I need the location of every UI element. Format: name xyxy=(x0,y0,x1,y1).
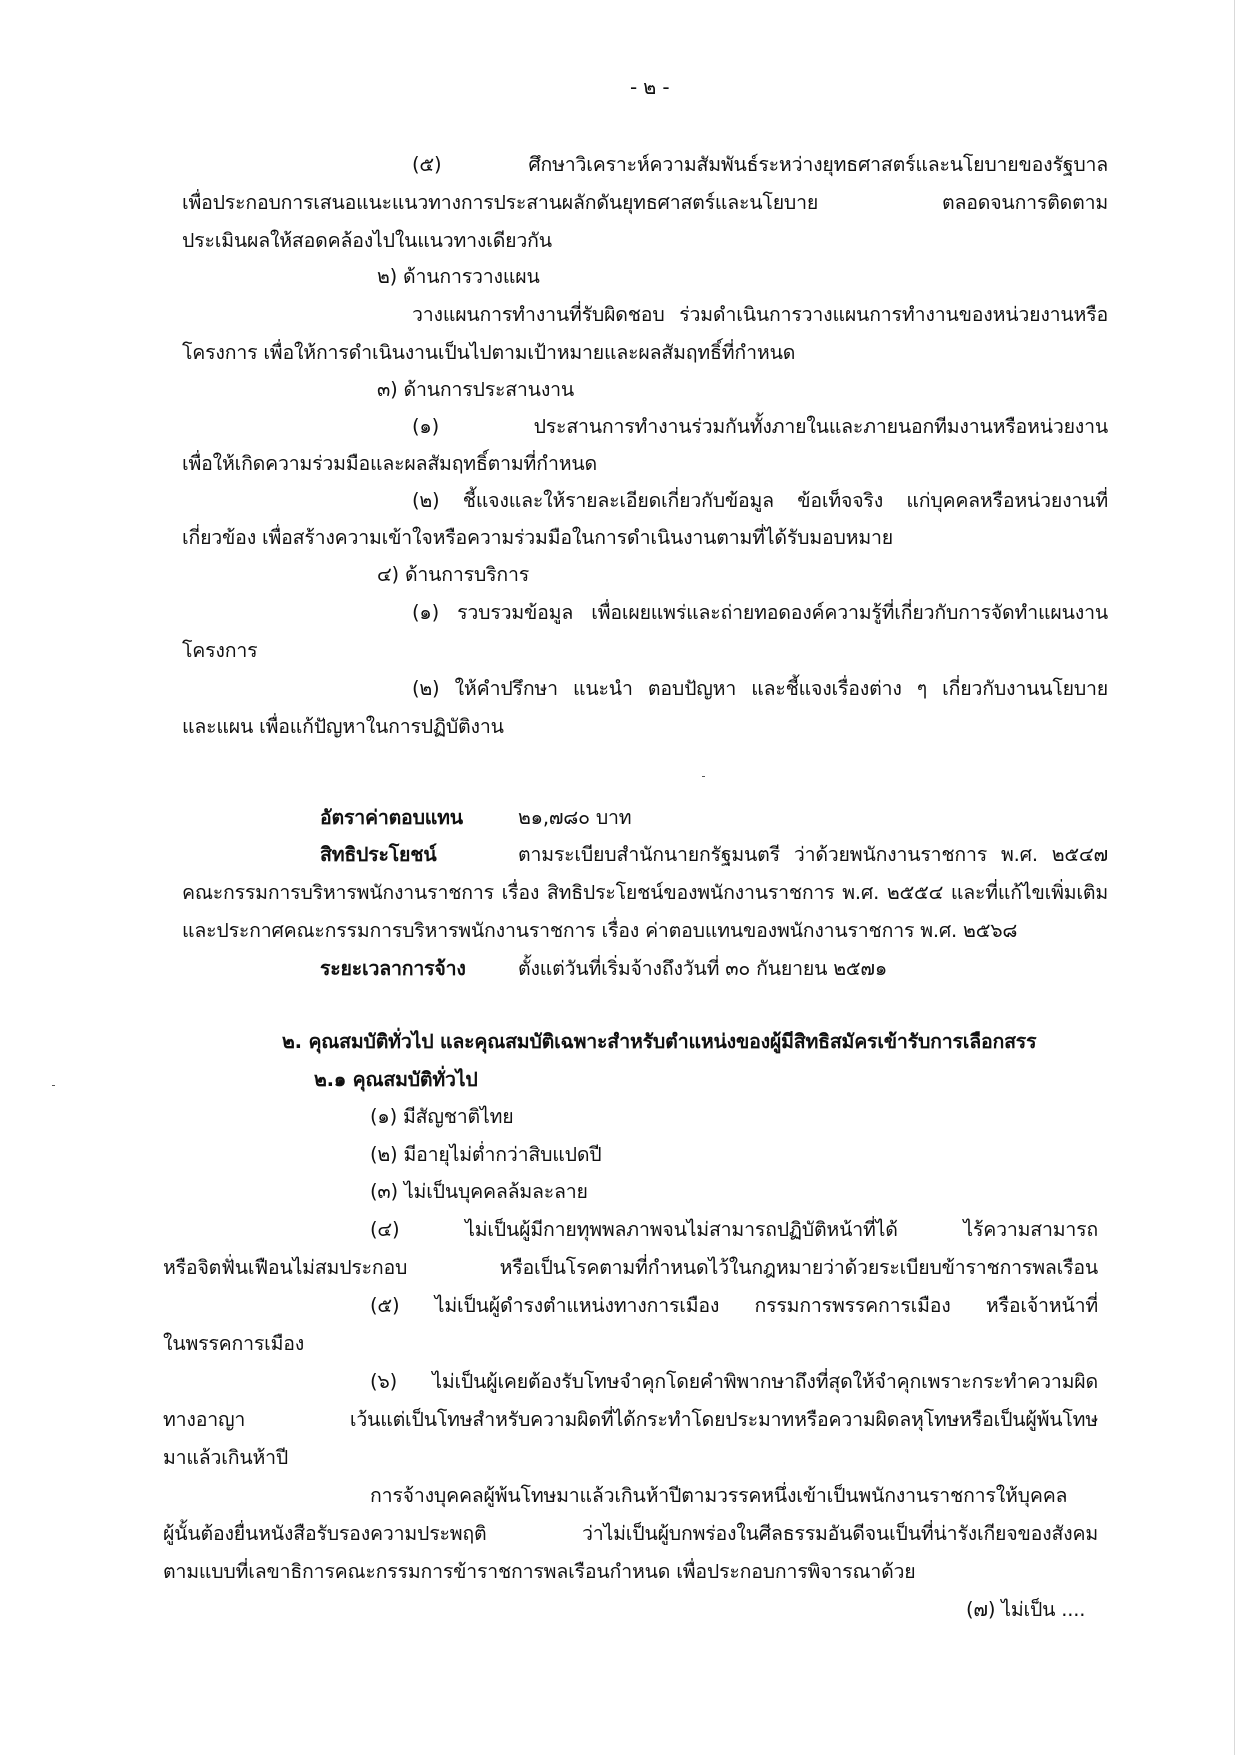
qualification-6-line-3: มาแล้วเกินห้าปี xyxy=(163,1446,289,1469)
section-service-heading: ๔) ด้านการบริการ xyxy=(377,563,530,586)
service-2-line-2: และแผน เพื่อแก้ปัญหาในการปฏิบัติงาน xyxy=(182,715,504,738)
coordination-1-line-2: เพื่อให้เกิดความร่วมมือและผลสัมฤทธิ์ตามที่กำหนด xyxy=(182,452,597,475)
section-2-1-heading: ๒.๑ คุณสมบัติทั่วไป xyxy=(314,1068,478,1091)
compensation-label: อัตราค่าตอบแทน xyxy=(320,806,463,829)
benefits-line-3: และประกาศคณะกรรมการบริหารพนักงานราชการ เรื่อง ค่าตอบแทนของพนักงานราชการ พ.ศ. ๒๕๖๘ xyxy=(182,919,1018,942)
qualification-5-line-2: ในพรรคการเมือง xyxy=(163,1332,305,1355)
exception-paragraph-line-1: การจ้างบุคคลผู้พ้นโทษมาแล้วเกินห้าปีตามวรรคหนึ่งเข้าเป็นพนักงานราชการให้บุคคล xyxy=(370,1484,1068,1507)
coordination-2-line-1: (๒) ชี้แจงและให้รายละเอียดเกี่ยวกับข้อมูล ข้อเท็จจริง แก่บุคคลหรือหน่วยงานที่ xyxy=(412,489,1108,512)
scan-speck xyxy=(52,1085,55,1086)
section-2-heading: ๒. คุณสมบัติทั่วไป และคุณสมบัติเฉพาะสำหรับตำแหน่งของผู้มีสิทธิสมัครเข้ารับการเลือกสรร xyxy=(282,1030,1037,1053)
qualification-3: (๓) ไม่เป็นบุคคลล้มละลาย xyxy=(370,1180,588,1203)
qualification-4-line-2: หรือจิตฟั่นเฟือนไม่สมประกอบ หรือเป็นโรคตามที่กำหนดไว้ในกฎหมายว่าด้วยระเบียบข้าราชการพลเรือน xyxy=(163,1256,1098,1279)
employment-period-label: ระยะเวลาการจ้าง xyxy=(320,957,466,980)
continued-marker: (๗) ไม่เป็น .... xyxy=(966,1598,1086,1621)
qualification-6-line-1: (๖) ไม่เป็นผู้เคยต้องรับโทษจำคุกโดยคำพิพากษาถึงที่สุดให้จำคุกเพราะกระทำความผิด xyxy=(370,1370,1098,1393)
item-5-line-2: เพื่อประกอบการเสนอแนะแนวทางการประสานผลักดันยุทธศาสตร์และนโยบาย ตลอดจนการติดตาม xyxy=(182,191,1108,214)
planning-line-1: วางแผนการทำงานที่รับผิดชอบ ร่วมดำเนินการวางแผนการทำงานของหน่วยงานหรือ xyxy=(412,303,1108,326)
benefits-label: สิทธิประโยชน์ xyxy=(320,843,437,866)
service-2-line-1: (๒) ให้คำปรึกษา แนะนำ ตอบปัญหา และชี้แจงเรื่องต่าง ๆ เกี่ยวกับงานนโยบาย xyxy=(412,677,1108,700)
service-1-line-2: โครงการ xyxy=(182,639,258,662)
qualification-5-line-1: (๕) ไม่เป็นผู้ดำรงตำแหน่งทางการเมือง กรรมการพรรคการเมือง หรือเจ้าหน้าที่ xyxy=(370,1294,1098,1317)
qualification-2: (๒) มีอายุไม่ต่ำกว่าสิบแปดปี xyxy=(370,1143,602,1166)
coordination-1-line-1: (๑) ประสานการทำงานร่วมกันทั้งภายในและภายนอกทีมงานหรือหน่วยงาน xyxy=(412,415,1108,438)
exception-paragraph-line-3: ตามแบบที่เลขาธิการคณะกรรมการข้าราชการพลเรือนกำหนด เพื่อประกอบการพิจารณาด้วย xyxy=(163,1560,916,1583)
exception-paragraph-line-2: ผู้นั้นต้องยื่นหนังสือรับรองความประพฤติ ว่าไม่เป็นผู้บกพร่องในศีลธรรมอันดีจนเป็นที่น่ารังเกียจของสังคม xyxy=(163,1522,1098,1545)
planning-line-2: โครงการ เพื่อให้การดำเนินงานเป็นไปตามเป้าหมายและผลสัมฤทธิ์ที่กำหนด xyxy=(182,341,796,364)
qualification-1: (๑) มีสัญชาติไทย xyxy=(370,1105,514,1128)
benefits-line-2: คณะกรรมการบริหารพนักงานราชการ เรื่อง สิทธิประโยชน์ของพนักงานราชการ พ.ศ. ๒๕๕๔ และที่แก้ไขเพิ่มเติม xyxy=(182,881,1108,904)
item-5-line-3: ประเมินผลให้สอดคล้องไปในแนวทางเดียวกัน xyxy=(182,229,552,252)
service-1-line-1: (๑) รวบรวมข้อมูล เพื่อเผยแพร่และถ่ายทอดองค์ความรู้ที่เกี่ยวกับการจัดทำแผนงาน xyxy=(412,601,1108,624)
compensation-value: ๒๑,๗๘๐ บาท xyxy=(518,806,632,829)
item-5-line-1: (๕) ศึกษาวิเคราะห์ความสัมพันธ์ระหว่างยุทธศาสตร์และนโยบายของรัฐบาล xyxy=(412,153,1108,176)
qualification-4-line-1: (๔) ไม่เป็นผู้มีกายทุพพลภาพจนไม่สามารถปฏิบัติหน้าที่ได้ ไร้ความสามารถ xyxy=(370,1218,1098,1241)
employment-period-value: ตั้งแต่วันที่เริ่มจ้างถึงวันที่ ๓๐ กันยายน ๒๕๗๑ xyxy=(518,957,888,980)
page-number: - ๒ - xyxy=(630,75,670,99)
coordination-2-line-2: เกี่ยวข้อง เพื่อสร้างความเข้าใจหรือความร่วมมือในการดำเนินงานตามที่ได้รับมอบหมาย xyxy=(182,526,893,549)
section-coordination-heading: ๓) ด้านการประสานงาน xyxy=(377,378,575,401)
section-planning-heading: ๒) ด้านการวางแผน xyxy=(377,265,540,288)
qualification-6-line-2: ทางอาญา เว้นแต่เป็นโทษสำหรับความผิดที่ได้กระทำโดยประมาทหรือความผิดลหุโทษหรือเป็นผู้พ้นโทษ xyxy=(163,1408,1098,1431)
benefits-line-1: ตามระเบียบสำนักนายกรัฐมนตรี ว่าด้วยพนักงานราชการ พ.ศ. ๒๕๔๗ xyxy=(518,843,1108,866)
scan-edge-line xyxy=(1234,0,1235,1755)
scan-speck xyxy=(702,776,705,777)
